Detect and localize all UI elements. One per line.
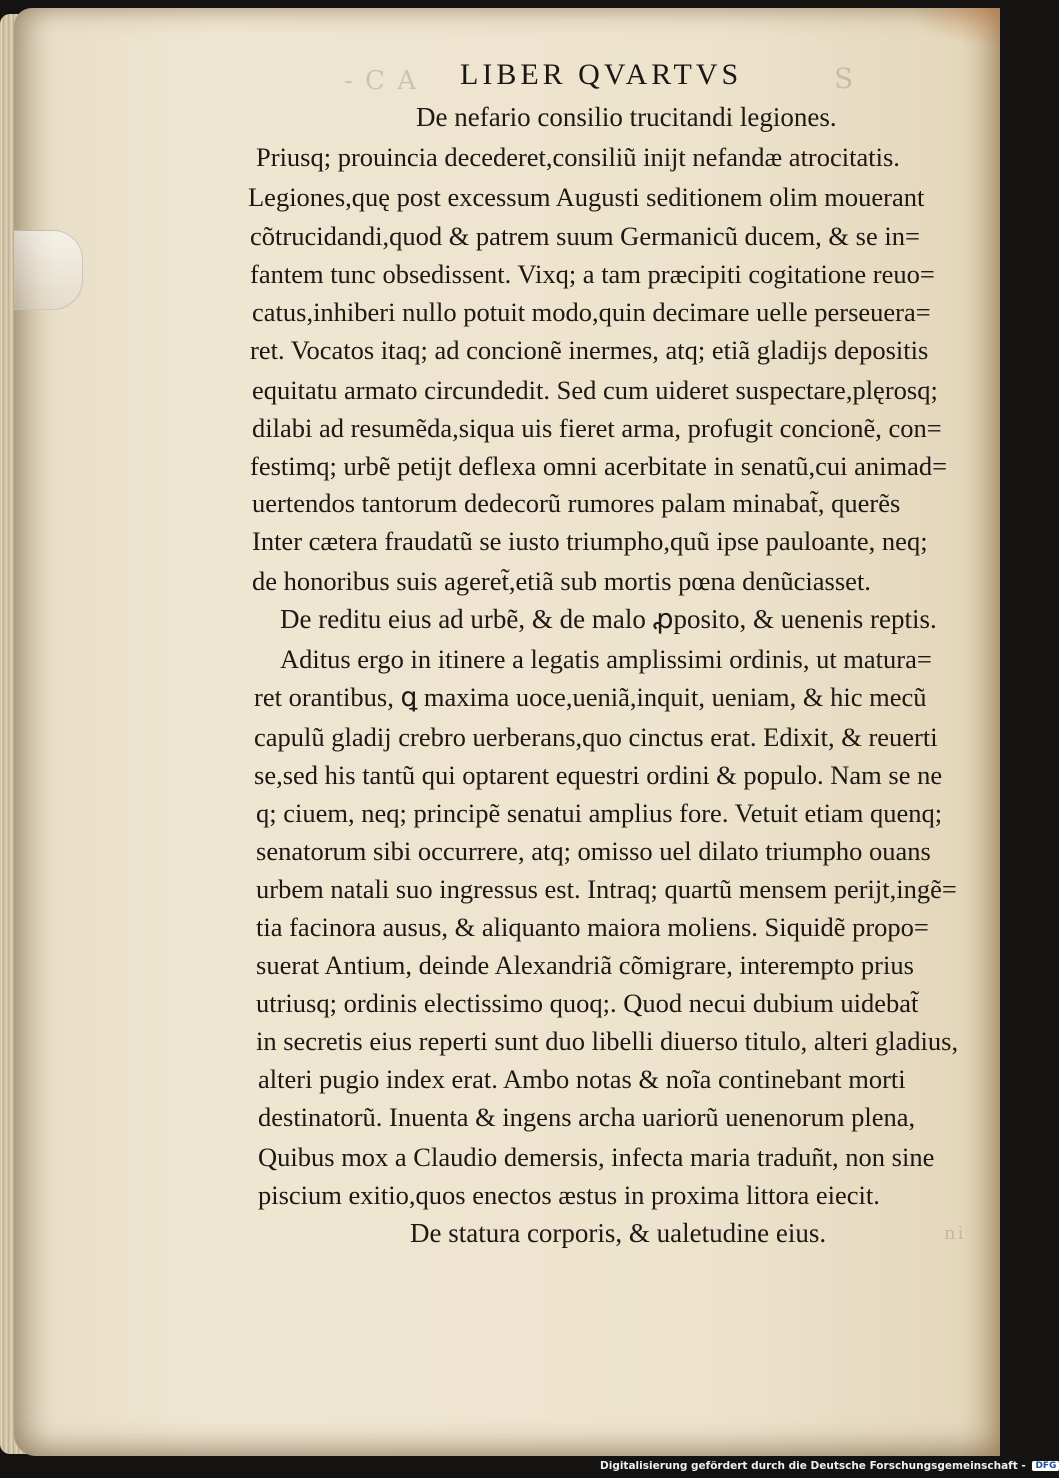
- text-line: fantem tunc obsedissent. Vixq; a tam præcipiti cogitatione reuo=: [250, 259, 935, 289]
- running-head: LIBER QVARTVS: [460, 58, 743, 91]
- text-line: utriusq; ordinis electissimo quoq;. Quod necui dubium uidebat̃: [256, 988, 919, 1018]
- text-line: Legiones,quę post excessum Augusti seditionem olim mouerant: [248, 182, 925, 212]
- bleed-through-text: ni: [944, 1223, 966, 1244]
- text-line: piscium exitio,quos enectos æstus in proxima littora eiecit.: [258, 1180, 880, 1210]
- text-line: uertendos tantorum dedecorũ rumores palam minabat̃, querẽs: [252, 488, 901, 518]
- text-line: cõtrucidandi,quod & patrem suum Germanicũ ducem, & se in=: [250, 221, 920, 251]
- text-line: equitatu armato circundedit. Sed cum uideret suspectare,plęrosq;: [252, 375, 938, 405]
- section-heading: De statura corporis, & ualetudine eius.: [410, 1218, 827, 1248]
- page-stain: [910, 8, 1000, 48]
- text-line: ret. Vocatos itaq; ad concionẽ inermes, atq; etiã gladijs depositis: [250, 335, 929, 365]
- text-line: senatorum sibi occurrere, atq; omisso uel dilato triumpho ouans: [256, 836, 931, 866]
- text-line: destinatorũ. Inuenta & ingens archa uariorũ uenenorum plena,: [258, 1102, 916, 1132]
- text-line: alteri pugio index erat. Ambo notas & noĩa continebant morti: [258, 1064, 906, 1094]
- text-line: Aditus ergo in itinere a legatis amplissimi ordinis, ut matura=: [280, 644, 932, 674]
- text-line: ret orantibus, ꝗ maxima uoce,ueniã,inquit, ueniam, & hic mecũ: [254, 682, 927, 712]
- text-line: tia facinora ausus, & aliquanto maiora moliens. Siquidẽ propo=: [256, 912, 929, 942]
- text-line: festimq; urbẽ petijt deflexa omni acerbitate in senatũ,cui animad=: [250, 451, 948, 481]
- text-line: catus,inhiberi nullo potuit modo,quin decimare uelle perseuera=: [252, 297, 931, 327]
- text-line: suerat Antium, deinde Alexandriã cõmigrare, interempto prius: [256, 950, 914, 980]
- page-clip: [14, 230, 83, 310]
- text-line: se,sed his tantũ qui optarent equestri ordini & populo. Nam se ne: [254, 760, 943, 790]
- bleed-through-text: S: [834, 62, 856, 95]
- text-line: dilabi ad resumẽda,siqua uis fieret arma, profugit concionẽ, con=: [252, 413, 942, 443]
- section-heading: De nefario consilio trucitandi legiones.: [416, 102, 837, 132]
- credit-text: Digitalisierung gefördert durch die Deutsche Forschungsgemeinschaft: [600, 1460, 1018, 1472]
- text-line: urbem natali suo ingressus est. Intraq; quartũ mensem perijt,ingẽ=: [256, 874, 957, 904]
- text-line: de honoribus suis ageret̃,etiã sub mortis pœna denũciasset.: [252, 566, 871, 596]
- text-line: Inter cætera fraudatũ se iusto triumpho,quũ ipse pauloante, neq;: [252, 526, 928, 556]
- dfg-logo-icon: DFG: [1032, 1461, 1059, 1471]
- digitization-credit: Digitalisierung gefördert durch die Deutsche Forschungsgemeinschaft - DFG: [600, 1460, 992, 1476]
- text-line: q; ciuem, neq; principẽ senatui amplius fore. Vetuit etiam quenq;: [256, 798, 943, 828]
- bleed-through-text: - C A: [344, 66, 418, 96]
- text-line: in secretis eius reperti sunt duo libelli diuerso titulo, alteri gladius,: [256, 1026, 959, 1056]
- text-line: capulũ gladij crebro uerberans,quo cinctus erat. Edixit, & reuerti: [254, 722, 938, 752]
- section-heading: De reditu eius ad urbẽ, & de malo ꝓposito, & uenenis reptis.: [280, 604, 937, 634]
- text-line: Quibus mox a Claudio demersis, infecta maria traduñt, non sine: [258, 1142, 935, 1172]
- text-line: Priusq; prouincia decederet,consiliũ iniјt nefandæ atrocitatis.: [256, 142, 900, 172]
